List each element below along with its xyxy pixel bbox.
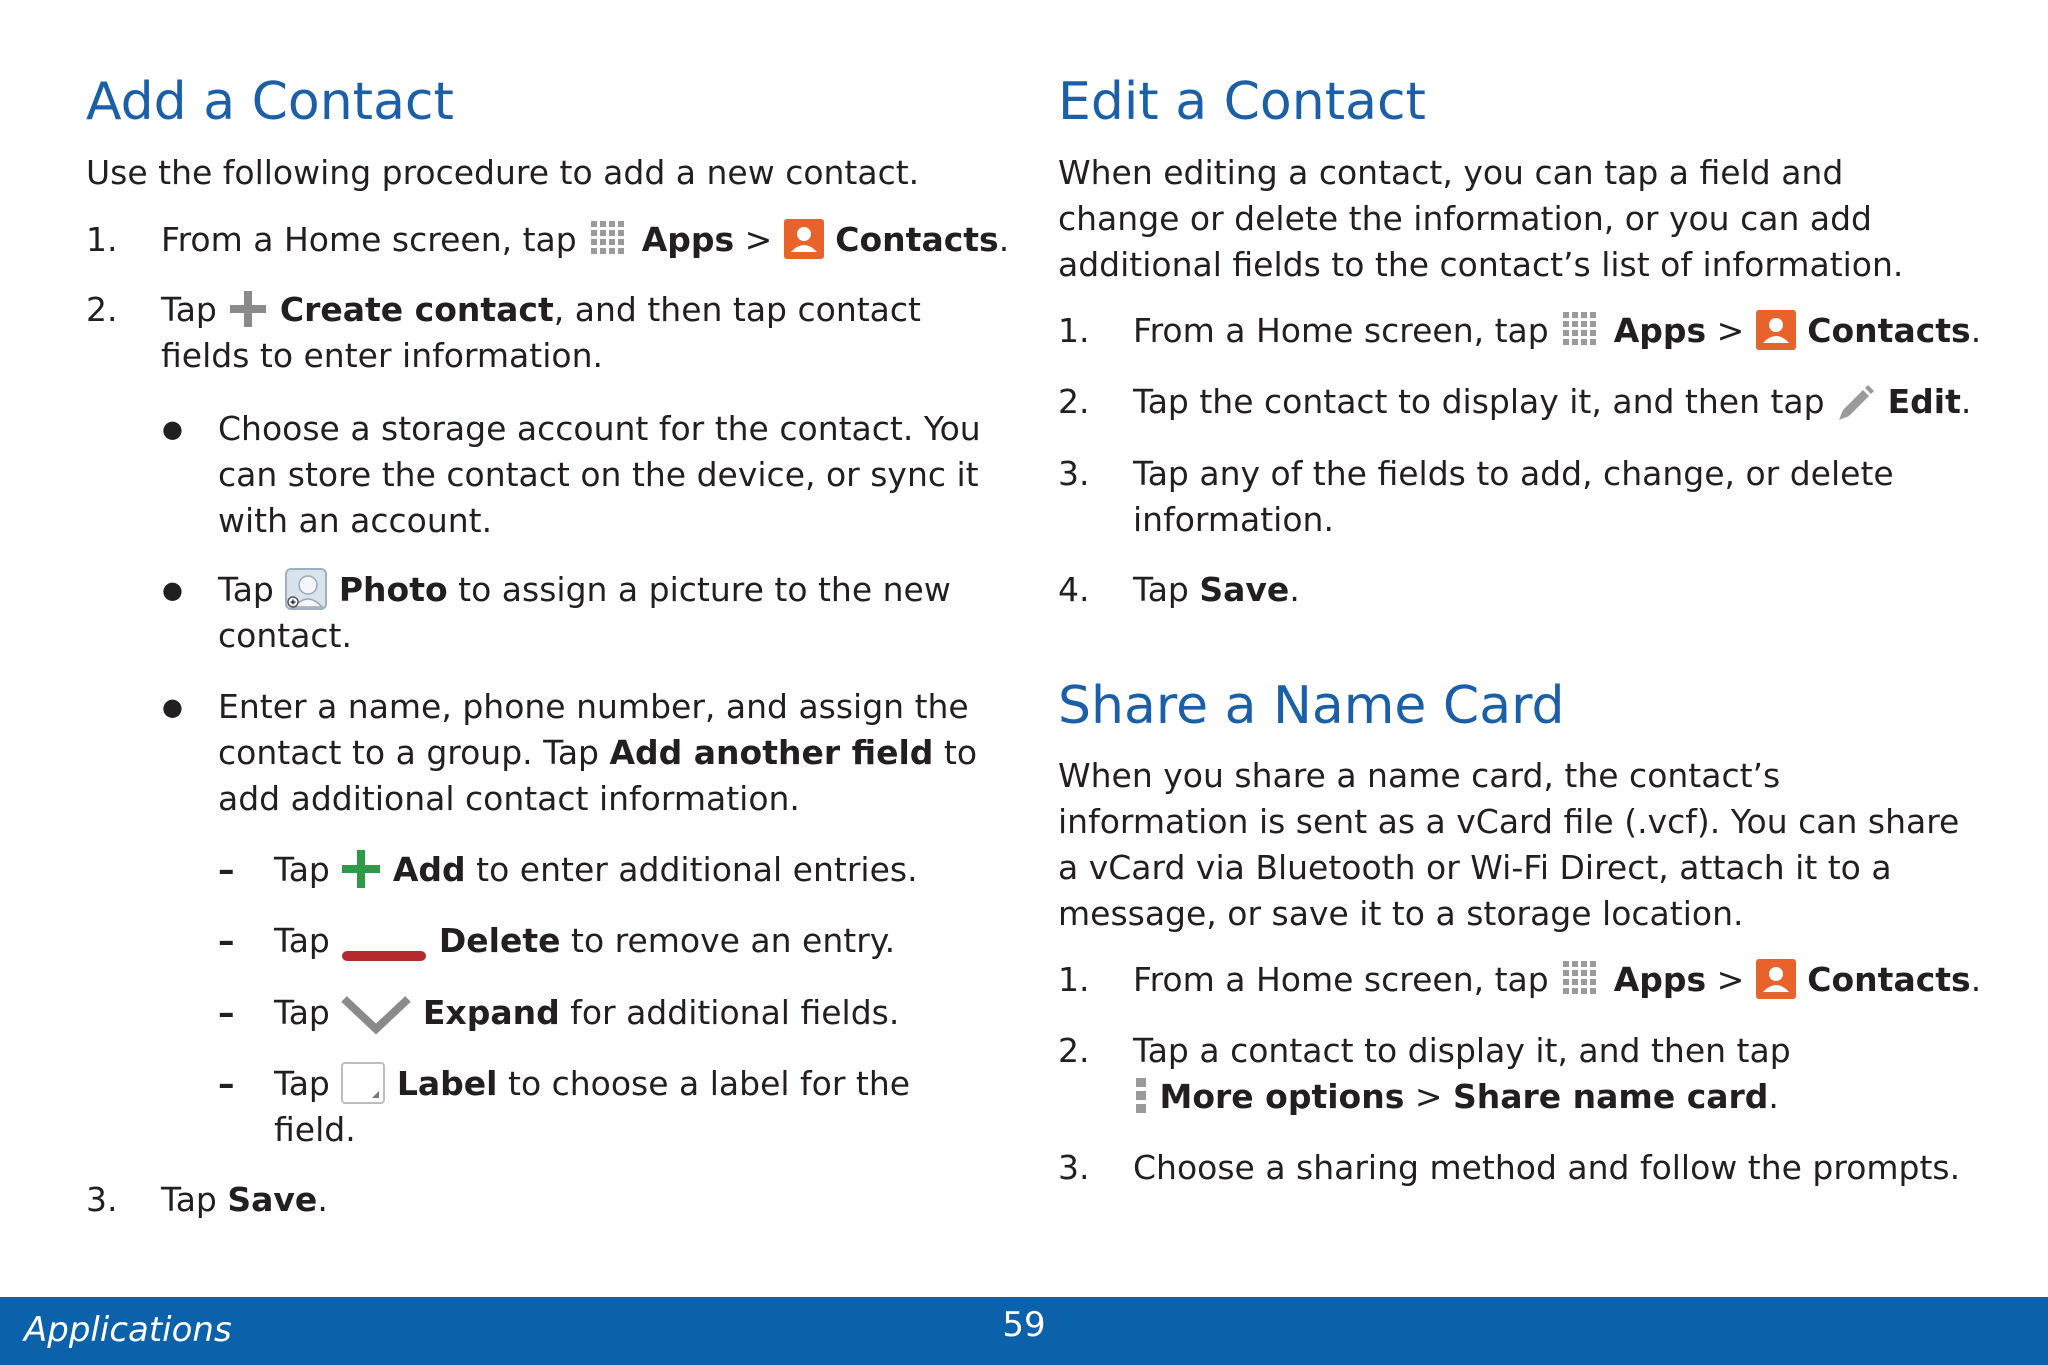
step-number: 3. <box>86 1180 118 1219</box>
edit-intro-line3: additional fields to the contact’s list of information. <box>1058 245 1904 284</box>
dash-pre: Tap <box>274 1064 330 1103</box>
bullet-dot: ● <box>162 576 183 604</box>
add-contact-intro: Use the following procedure to add a new contact. <box>86 153 920 192</box>
step-number: 1. <box>1058 311 1090 350</box>
contacts-icon <box>1755 958 1797 1000</box>
step-text <box>161 1177 328 1223</box>
dash-line2: field. <box>274 1110 356 1149</box>
dash-pre: Tap <box>274 921 330 960</box>
dash-mark: – <box>218 850 235 889</box>
apps-grid-icon <box>1559 957 1603 1001</box>
bullet-line1 <box>218 567 951 614</box>
bullet-line2-pre: contact to a group. Tap <box>218 733 599 772</box>
step-text-line2 <box>1133 1074 1779 1120</box>
contacts-label: Contacts <box>835 220 999 259</box>
step-text-rest: , and then tap contact <box>553 290 921 329</box>
apps-grid-icon <box>1559 308 1603 352</box>
step-text-pre: From a Home screen, tap <box>161 220 577 259</box>
dash-text <box>274 1061 910 1108</box>
contacts-icon <box>1755 309 1797 351</box>
punct: . <box>317 1180 328 1219</box>
edit-intro-line2: change or delete the information, or you can add <box>1058 199 1872 238</box>
step-number: 3. <box>1058 1148 1090 1187</box>
path-separator: > <box>744 220 773 259</box>
punct: . <box>1970 960 1982 999</box>
step-text-line2: information. <box>1133 500 1334 539</box>
apps-label: Apps <box>1613 311 1707 350</box>
dash-rest: to choose a label for the <box>508 1064 911 1103</box>
share-name-card-title: Share a Name Card <box>1058 676 1565 736</box>
step-number: 2. <box>86 290 118 329</box>
step-text-line1: Tap any of the fields to add, change, or delete <box>1133 454 1894 493</box>
step-number: 3. <box>1058 454 1090 493</box>
dash-text <box>274 990 899 1037</box>
contacts-label: Contacts <box>1807 960 1971 999</box>
dash-mark: – <box>218 1064 235 1103</box>
bullet-line1: Enter a name, phone number, and assign the <box>218 687 969 726</box>
path-separator: > <box>1414 1077 1443 1116</box>
apps-grid-icon <box>587 217 631 261</box>
punct: . <box>998 220 1010 259</box>
save-label: Save <box>1199 570 1290 609</box>
label-label: Label <box>396 1064 498 1103</box>
add-another-field-label: Add another field <box>609 733 934 772</box>
add-icon <box>340 848 382 890</box>
step-text <box>1133 567 1300 613</box>
step-text <box>1133 379 1971 425</box>
step-text-line1: Choose a sharing method and follow the prompts. <box>1133 1148 1961 1187</box>
step-text <box>161 217 1009 264</box>
expand-label: Expand <box>422 993 560 1032</box>
bullet-line1: Choose a storage account for the contact. You <box>218 409 981 448</box>
create-contact-label: Create contact <box>279 290 554 329</box>
step-text-pre: From a Home screen, tap <box>1133 960 1549 999</box>
dash-pre: Tap <box>274 850 330 889</box>
label-icon <box>340 1061 386 1105</box>
save-label: Save <box>227 1180 318 1219</box>
step-text-line2: fields to enter information. <box>161 336 603 375</box>
dash-rest: for additional fields. <box>570 993 900 1032</box>
punct: . <box>1289 570 1300 609</box>
photo-icon <box>284 567 328 611</box>
plus-icon <box>227 288 269 330</box>
bullet-line2: contact. <box>218 616 352 655</box>
bullet-line3: with an account. <box>218 501 493 540</box>
step-text <box>1133 957 1981 1004</box>
share-intro-line2: information is sent as a vCard file (.vcf). You can share <box>1058 802 1960 841</box>
edit-pencil-icon <box>1835 380 1877 422</box>
share-intro-line1: When you share a name card, the contact’s <box>1058 756 1781 795</box>
contacts-label: Contacts <box>1807 311 1971 350</box>
edit-intro-line1: When editing a contact, you can tap a field and <box>1058 153 1844 192</box>
apps-label: Apps <box>641 220 735 259</box>
step-text-line1: Tap a contact to display it, and then tap <box>1133 1031 1791 1070</box>
step-text <box>1133 308 1981 355</box>
bullet-dot: ● <box>162 693 183 721</box>
step-text-pre: Tap <box>161 290 217 329</box>
punct: . <box>1768 1077 1779 1116</box>
photo-label: Photo <box>338 570 448 609</box>
step-number: 2. <box>1058 1031 1090 1070</box>
dash-rest: to enter additional entries. <box>476 850 918 889</box>
share-intro-line4: message, or save it to a storage location. <box>1058 894 1744 933</box>
expand-icon <box>340 991 412 1035</box>
bullet-dot: ● <box>162 415 183 443</box>
bullet-line3: add additional contact information. <box>218 779 800 818</box>
dash-pre: Tap <box>274 993 330 1032</box>
dash-mark: – <box>218 921 235 960</box>
more-options-label: More options <box>1159 1077 1405 1116</box>
edit-label: Edit <box>1887 382 1961 421</box>
share-intro-line3: a vCard via Bluetooth or Wi-Fi Direct, attach it to a <box>1058 848 1892 887</box>
punct: . <box>1960 382 1972 421</box>
step-number: 1. <box>1058 960 1090 999</box>
bullet-rest: to assign a picture to the new <box>458 570 951 609</box>
dash-text <box>274 847 918 893</box>
step-text-pre: Tap <box>161 1180 217 1219</box>
contacts-icon <box>783 218 825 260</box>
dash-mark: – <box>218 993 235 1032</box>
step-text-pre: From a Home screen, tap <box>1133 311 1549 350</box>
bullet-line2 <box>218 730 977 776</box>
step-number: 1. <box>86 220 118 259</box>
page-footer <box>0 1297 2048 1365</box>
path-separator: > <box>1716 960 1745 999</box>
add-label: Add <box>392 850 466 889</box>
path-separator: > <box>1716 311 1745 350</box>
step-text-pre: Tap the contact to display it, and then tap <box>1133 382 1825 421</box>
apps-label: Apps <box>1613 960 1707 999</box>
dash-text <box>274 918 895 964</box>
step-text-pre: Tap <box>1133 570 1189 609</box>
bullet-line2-post: to <box>943 733 978 772</box>
add-contact-title: Add a Contact <box>86 72 454 132</box>
step-number: 2. <box>1058 382 1090 421</box>
bullet-pre: Tap <box>218 570 274 609</box>
more-options-icon <box>1133 1076 1149 1116</box>
dash-rest: to remove an entry. <box>571 921 896 960</box>
share-name-card-label: Share name card <box>1453 1077 1769 1116</box>
step-number: 4. <box>1058 570 1090 609</box>
step-text <box>161 287 921 333</box>
edit-contact-title: Edit a Contact <box>1058 72 1426 132</box>
punct: . <box>1970 311 1982 350</box>
bullet-line2: can store the contact on the device, or sync it <box>218 455 979 494</box>
delete-label: Delete <box>438 921 561 960</box>
delete-icon <box>340 927 428 967</box>
page-number: 59 <box>1002 1305 1046 1345</box>
footer-section-name: Applications <box>24 1310 232 1350</box>
